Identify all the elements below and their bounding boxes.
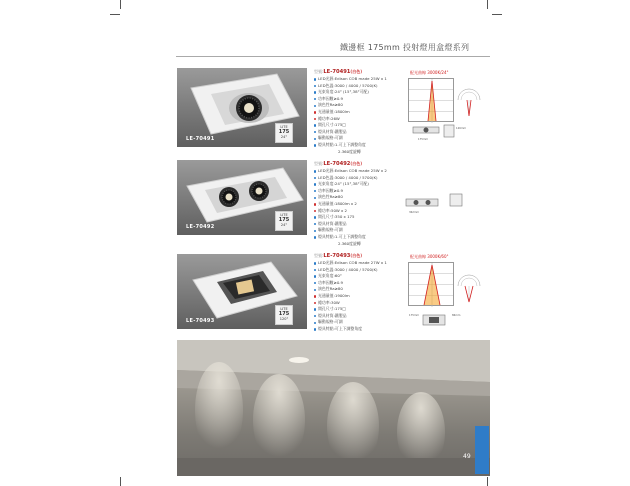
page-title: 鐵邊框 175mm 投射燈用盒燈系列 xyxy=(340,43,470,52)
spec-row: LED光源:Edison COB made 25W x 1 xyxy=(314,76,414,83)
photo-model-label: LE-70493 xyxy=(186,318,215,324)
spec-row: LED光源:Edison COB made 25W x 2 xyxy=(314,168,414,175)
dimension-drawing-icon xyxy=(404,196,440,210)
spec-row: 開孔尺寸:350 x 175 xyxy=(314,214,414,221)
spec-row: 光束角度:60° xyxy=(314,273,414,280)
spec-row: 光通量值:1900lm xyxy=(314,293,414,300)
crop-mark xyxy=(492,14,502,15)
spec-row: 驅動規格:可調 xyxy=(314,135,414,142)
spec-row: 演色性Ra≥80 xyxy=(314,286,414,293)
product-photo-3 xyxy=(177,254,307,329)
spec-row: 光束角度:24° (15°,38°可配) xyxy=(314,181,414,188)
spec-row: LED色溫:3000 / 4000 / 5700(K) xyxy=(314,175,414,182)
side-view-icon xyxy=(443,124,455,138)
crop-mark xyxy=(110,14,120,15)
dimension-label: 126mm xyxy=(456,127,467,130)
room-installation-photo xyxy=(177,340,490,476)
spec-row: 驅動規格:可調 xyxy=(314,227,414,234)
spec-list-2 xyxy=(314,160,414,247)
spec-row: 光通量值:1800lm x 2 xyxy=(314,201,414,208)
room-lighting-scene-icon xyxy=(177,340,490,476)
product-photo-2 xyxy=(177,160,307,235)
beam-diagram-title: 配光曲線 3000K/24° xyxy=(410,70,449,75)
spec-row: 功率因數≥0.9 xyxy=(314,280,414,287)
page-tab-marker xyxy=(475,426,489,474)
model-heading: 型號:LE-70493(白色) xyxy=(314,253,363,259)
spec-row: 總功率:30W xyxy=(314,300,414,307)
photo-model-label: LE-70491 xyxy=(186,136,215,142)
crop-mark xyxy=(120,477,121,486)
photo-model-label: LE-70492 xyxy=(186,224,215,230)
beam-chart-3 xyxy=(408,262,454,306)
spec-row: 燈具特點:1.可上下調整角度 xyxy=(314,234,414,241)
product-tag: LITE 175 120° xyxy=(275,305,293,325)
spec-row: 光束角度:24° (15°,38°可配) xyxy=(314,89,414,96)
dimension-drawing-icon xyxy=(421,312,447,328)
spec-row-continued: 2.360度旋轉 xyxy=(338,148,361,154)
spec-row-continued: 2.360度旋轉 xyxy=(338,240,361,246)
spec-row: 燈具材質:鐵製品 xyxy=(314,129,414,136)
dimension-label: 175mm xyxy=(409,314,420,317)
polar-curve-icon xyxy=(456,80,482,120)
model-heading: 型號:LE-70492(白色) xyxy=(314,161,363,167)
page-number: 49 xyxy=(463,453,471,460)
spec-row: 開孔尺寸:175□ xyxy=(314,122,414,129)
spec-list-1 xyxy=(314,68,414,155)
spec-row: 驅動規格:可調 xyxy=(314,319,414,326)
spec-row: 燈具材質:鐵製品 xyxy=(314,313,414,320)
spec-row: 功率因數≥0.9 xyxy=(314,96,414,103)
spec-row: 總功率:26W xyxy=(314,116,414,123)
spec-row: 光通量值:1800lm xyxy=(314,109,414,116)
spec-row: 燈具材質:鐵製品 xyxy=(314,221,414,228)
crop-mark xyxy=(487,0,488,9)
spec-row: 燈具特點:可上下調整角度 xyxy=(314,326,414,333)
product-tag: LITE 175 24° xyxy=(275,123,293,143)
crop-mark xyxy=(487,477,488,486)
spec-row: 開孔尺寸:175□ xyxy=(314,306,414,313)
spec-row: 燈具特點:1.可上下調整角度 xyxy=(314,142,414,149)
polar-curve-icon xyxy=(456,266,482,306)
spec-row: LED光源:Edison COB made 27W x 1 xyxy=(314,260,414,267)
model-heading: 型號:LE-70491(白色) xyxy=(314,69,363,75)
spec-list-3 xyxy=(314,252,414,333)
spec-row: 總功率:50W x 2 xyxy=(314,208,414,215)
product-photo-1 xyxy=(177,68,307,147)
crop-mark xyxy=(120,0,121,9)
dimension-label: 86mm xyxy=(452,314,461,317)
product-tag: LITE 175 24° xyxy=(275,211,293,231)
beam-diagram-title: 配光曲線 3000K/60° xyxy=(410,254,449,259)
dimension-label: 362mm xyxy=(409,211,420,214)
header-divider xyxy=(176,56,490,57)
side-view-icon xyxy=(448,192,464,208)
beam-chart-1 xyxy=(408,78,454,122)
spec-row: 演色性Ra≥80 xyxy=(314,102,414,109)
dimension-label: 175mm xyxy=(418,138,429,141)
spec-row: LED色溫:3000 / 4000 / 5700(K) xyxy=(314,83,414,90)
spec-row: LED色溫:3000 / 4000 / 5700(K) xyxy=(314,267,414,274)
spec-row: 功率因數≥0.9 xyxy=(314,188,414,195)
spec-row: 演色性Ra≥80 xyxy=(314,194,414,201)
dimension-drawing-icon xyxy=(411,124,441,136)
